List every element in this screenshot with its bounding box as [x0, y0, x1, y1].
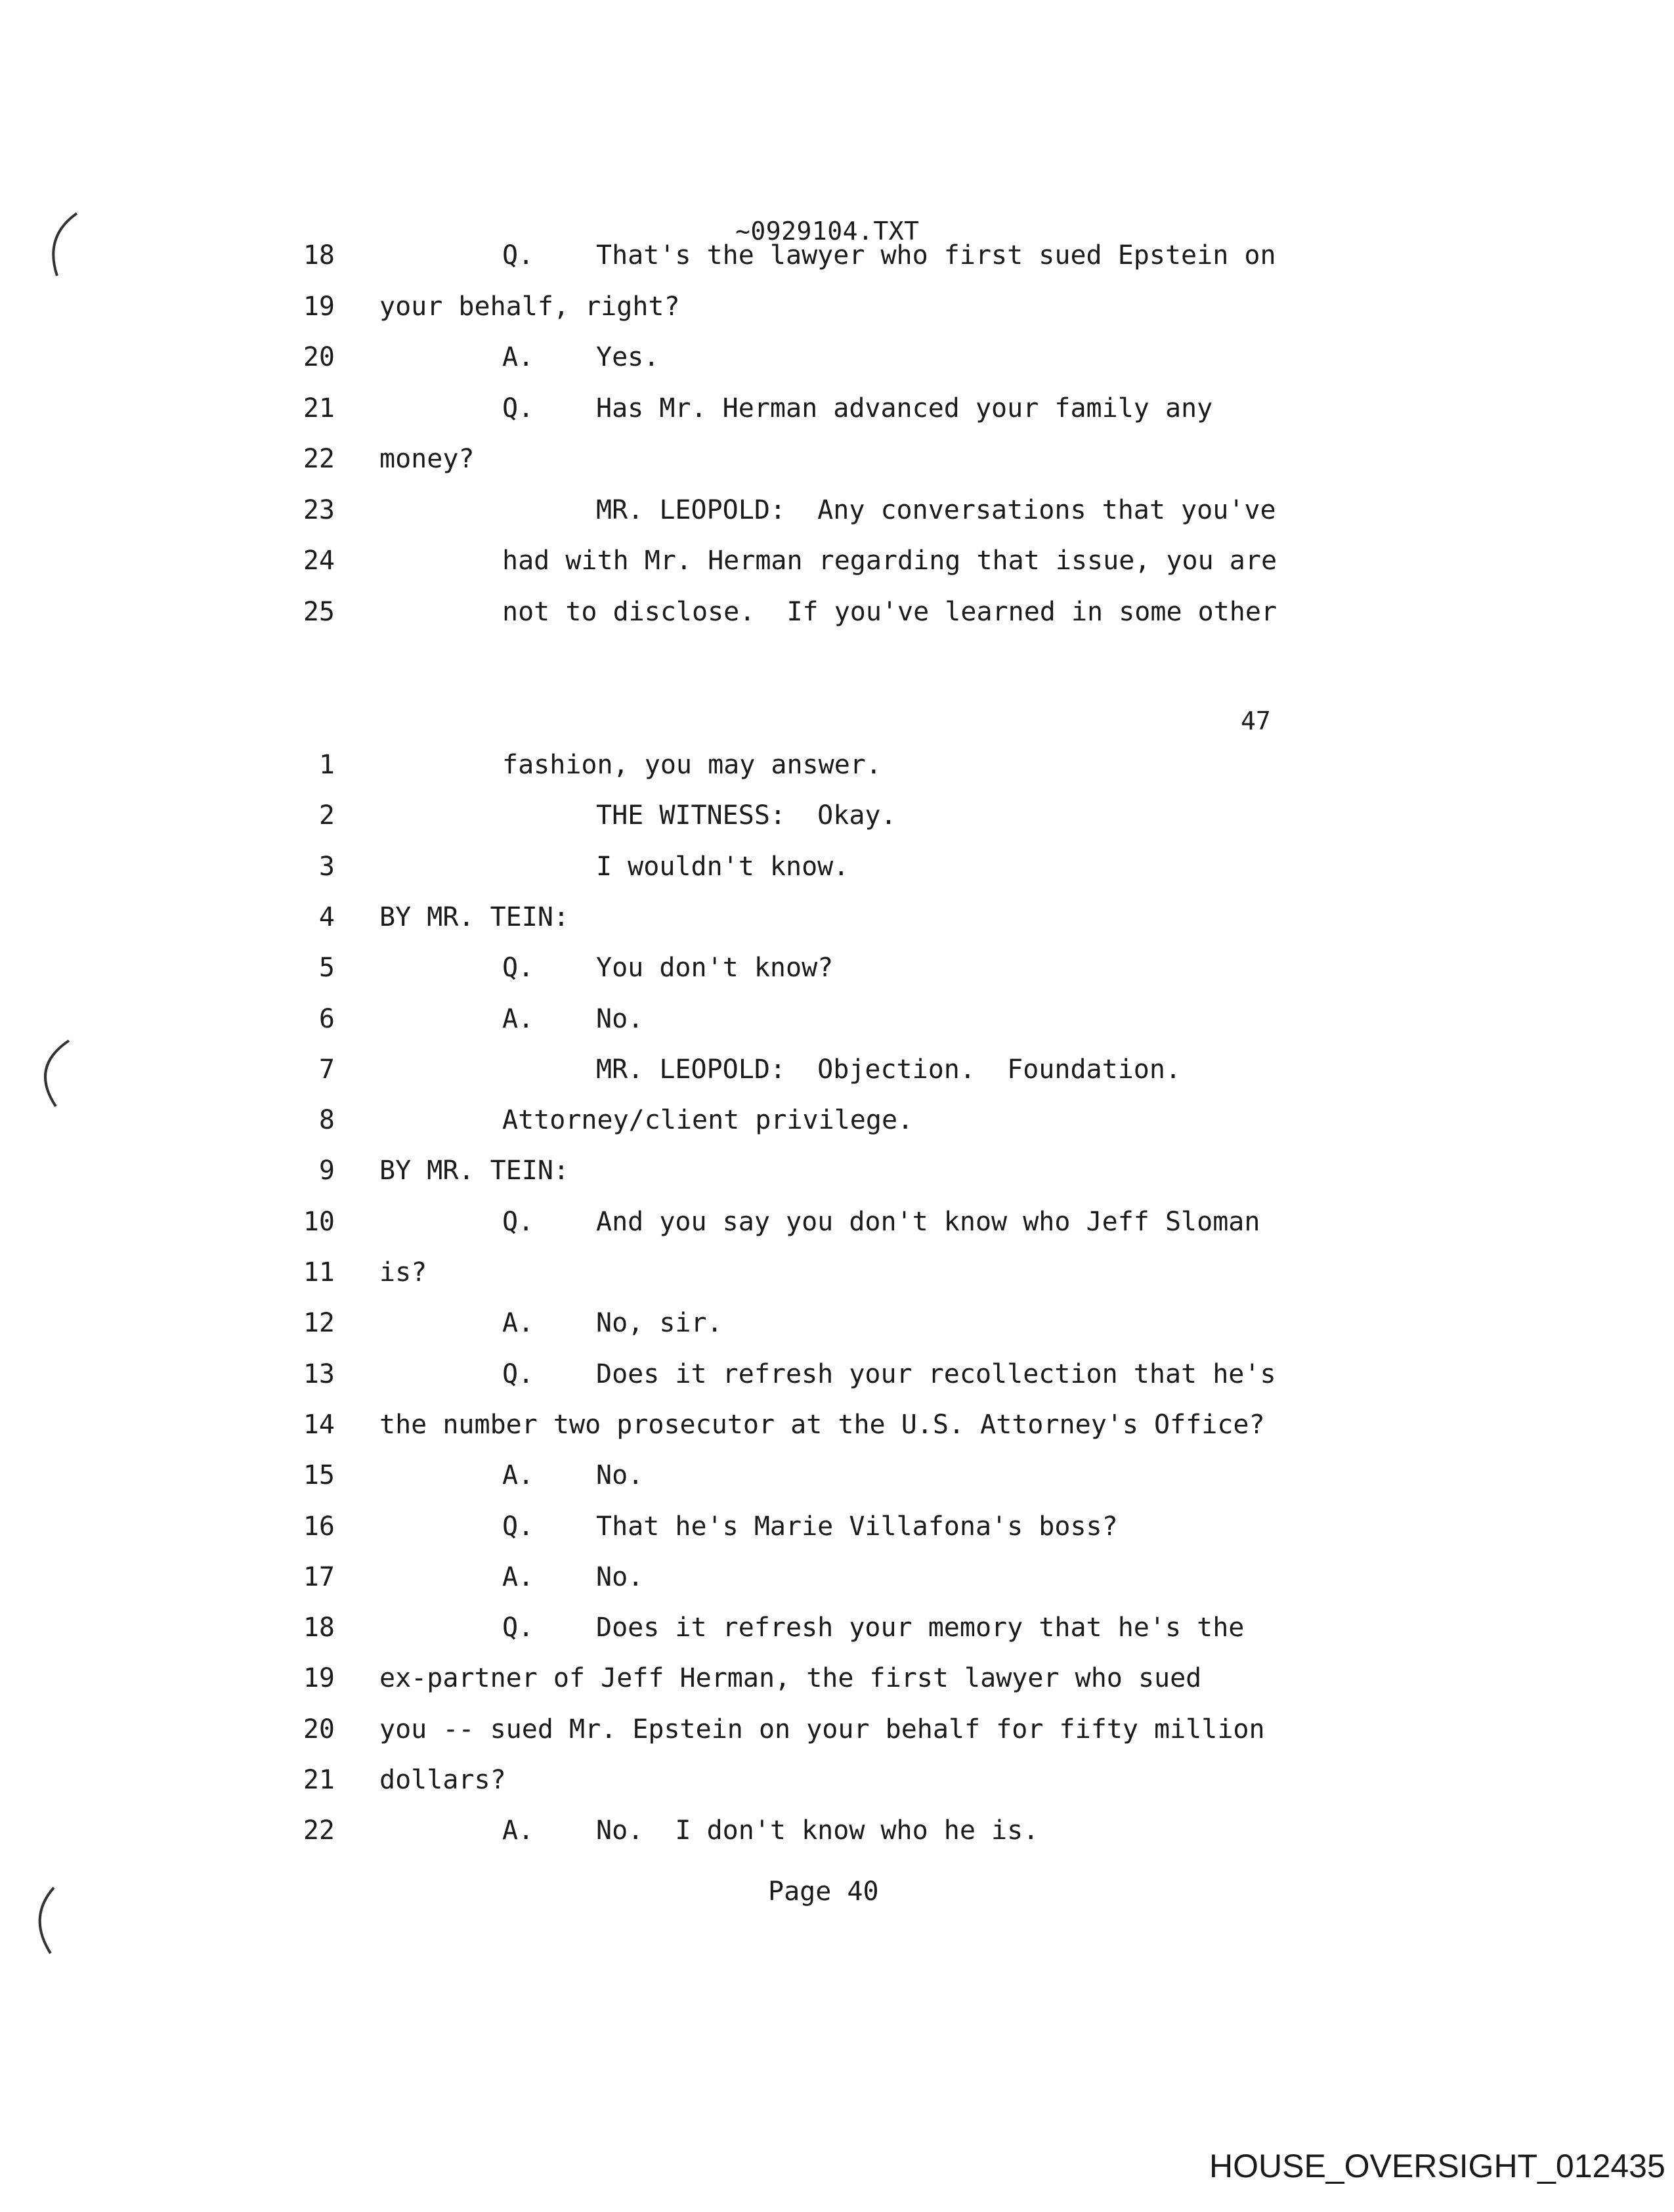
line-number: 3: [318, 851, 335, 882]
line-text: THE WITNESS: Okay.: [596, 800, 897, 831]
line-number: 19: [303, 1663, 335, 1694]
speaker-label: Q.: [502, 953, 534, 984]
line-number: 23: [303, 494, 335, 525]
line-text: You don't know?: [596, 953, 834, 984]
transcript-line: [0, 597, 1674, 636]
speaker-label: A.: [502, 1561, 534, 1592]
transcript-page-number: 47: [1241, 706, 1271, 735]
line-text: No.: [596, 1460, 644, 1491]
line-number: 2: [318, 800, 335, 831]
line-number: 8: [318, 1105, 335, 1136]
line-number: 25: [303, 596, 335, 627]
line-text: Yes.: [596, 342, 660, 372]
transcript-line: [0, 546, 1674, 585]
line-text: money?: [379, 444, 475, 474]
transcript-line: [0, 342, 1674, 381]
transcript-line: [0, 750, 1674, 789]
line-text: your behalf, right?: [379, 291, 680, 322]
binder-hole-mark: [28, 1884, 74, 1957]
line-number: 1: [318, 750, 335, 780]
line-text: That he's Marie Villafona's boss?: [596, 1511, 1118, 1542]
transcript-line: [0, 393, 1674, 433]
transcript-line: [0, 852, 1674, 891]
line-text: BY MR. TEIN:: [379, 1156, 569, 1186]
line-number: 6: [318, 1003, 335, 1034]
line-number: 13: [303, 1358, 335, 1389]
transcript-line: [0, 1257, 1674, 1297]
line-number: 10: [303, 1206, 335, 1237]
speaker-label: A.: [502, 1003, 534, 1034]
file-name-header: ~0929104.TXT: [735, 217, 920, 246]
speaker-label: Q.: [502, 240, 534, 271]
line-text: No. I don't know who he is.: [596, 1815, 1039, 1846]
transcript-line: [0, 1359, 1674, 1399]
line-number: 5: [318, 953, 335, 984]
line-text: MR. LEOPOLD: Objection. Foundation.: [596, 1054, 1182, 1085]
speaker-label: A.: [502, 1308, 534, 1339]
line-number: 22: [303, 1815, 335, 1846]
speaker-label: A.: [502, 1460, 534, 1491]
line-text: I wouldn't know.: [596, 851, 849, 882]
line-number: 20: [303, 342, 335, 372]
transcript-line: [0, 240, 1674, 280]
transcript-line: [0, 1511, 1674, 1551]
line-text: had with Mr. Herman regarding that issue, you are: [502, 546, 1277, 576]
transcript-line: [0, 1613, 1674, 1652]
bates-number: HOUSE_OVERSIGHT_012435: [1209, 2148, 1665, 2184]
line-text: you -- sued Mr. Epstein on your behalf for fifty million: [379, 1714, 1265, 1745]
transcript-line: [0, 1765, 1674, 1804]
line-text: is?: [379, 1257, 427, 1288]
line-number: 17: [303, 1561, 335, 1592]
transcript-line: [0, 1207, 1674, 1246]
line-text: MR. LEOPOLD: Any conversations that you've: [596, 494, 1276, 525]
line-text: not to disclose. If you've learned in some other: [502, 596, 1277, 627]
transcript-line: [0, 902, 1674, 942]
line-text: No.: [596, 1561, 644, 1592]
line-text: That's the lawyer who first sued Epstein on: [596, 240, 1276, 271]
transcript-line: [0, 953, 1674, 992]
transcript-line: [0, 1105, 1674, 1144]
speaker-label: A.: [502, 342, 534, 372]
speaker-label: Q.: [502, 1358, 534, 1389]
transcript-line: [0, 1562, 1674, 1601]
line-text: No, sir.: [596, 1308, 723, 1339]
line-text: dollars?: [379, 1765, 506, 1795]
line-text: Does it refresh your recollection that he's: [596, 1358, 1276, 1389]
transcript-line: [0, 1663, 1674, 1702]
line-number: 12: [303, 1308, 335, 1339]
line-number: 18: [303, 240, 335, 271]
line-number: 18: [303, 1613, 335, 1643]
line-text: the number two prosecutor at the U.S. Attorney's Office?: [379, 1409, 1265, 1440]
line-text: BY MR. TEIN:: [379, 901, 569, 932]
transcript-line: [0, 1460, 1674, 1500]
transcript-line: [0, 1815, 1674, 1855]
transcript-line: [0, 444, 1674, 483]
speaker-label: Q.: [502, 1206, 534, 1237]
transcript-line: [0, 292, 1674, 331]
line-number: 15: [303, 1460, 335, 1491]
transcript-line: [0, 1308, 1674, 1347]
transcript-line: [0, 1156, 1674, 1195]
line-text: ex-partner of Jeff Herman, the first lawyer who sued: [379, 1663, 1202, 1694]
line-text: Attorney/client privilege.: [502, 1105, 914, 1136]
line-number: 24: [303, 546, 335, 576]
line-text: Has Mr. Herman advanced your family any: [596, 393, 1213, 423]
speaker-label: Q.: [502, 1511, 534, 1542]
line-number: 20: [303, 1714, 335, 1745]
line-number: 4: [318, 901, 335, 932]
transcript-line: [0, 1004, 1674, 1043]
line-number: 11: [303, 1257, 335, 1288]
transcript-line: [0, 1714, 1674, 1754]
speaker-label: Q.: [502, 393, 534, 423]
line-number: 7: [318, 1054, 335, 1085]
line-text: Does it refresh your memory that he's the: [596, 1613, 1245, 1643]
line-number: 14: [303, 1409, 335, 1440]
line-text: No.: [596, 1003, 644, 1034]
line-number: 16: [303, 1511, 335, 1542]
line-number: 9: [318, 1156, 335, 1186]
speaker-label: A.: [502, 1815, 534, 1846]
line-number: 22: [303, 444, 335, 474]
transcript-line: [0, 1410, 1674, 1449]
page-footer: Page 40: [768, 1876, 879, 1907]
line-number: 21: [303, 393, 335, 423]
transcript-line: [0, 1054, 1674, 1094]
line-number: 19: [303, 291, 335, 322]
line-text: And you say you don't know who Jeff Sloman: [596, 1206, 1260, 1237]
line-text: fashion, you may answer.: [502, 750, 882, 780]
line-number: 21: [303, 1765, 335, 1795]
speaker-label: Q.: [502, 1613, 534, 1643]
transcript-line: [0, 800, 1674, 840]
transcript-line: [0, 495, 1674, 534]
